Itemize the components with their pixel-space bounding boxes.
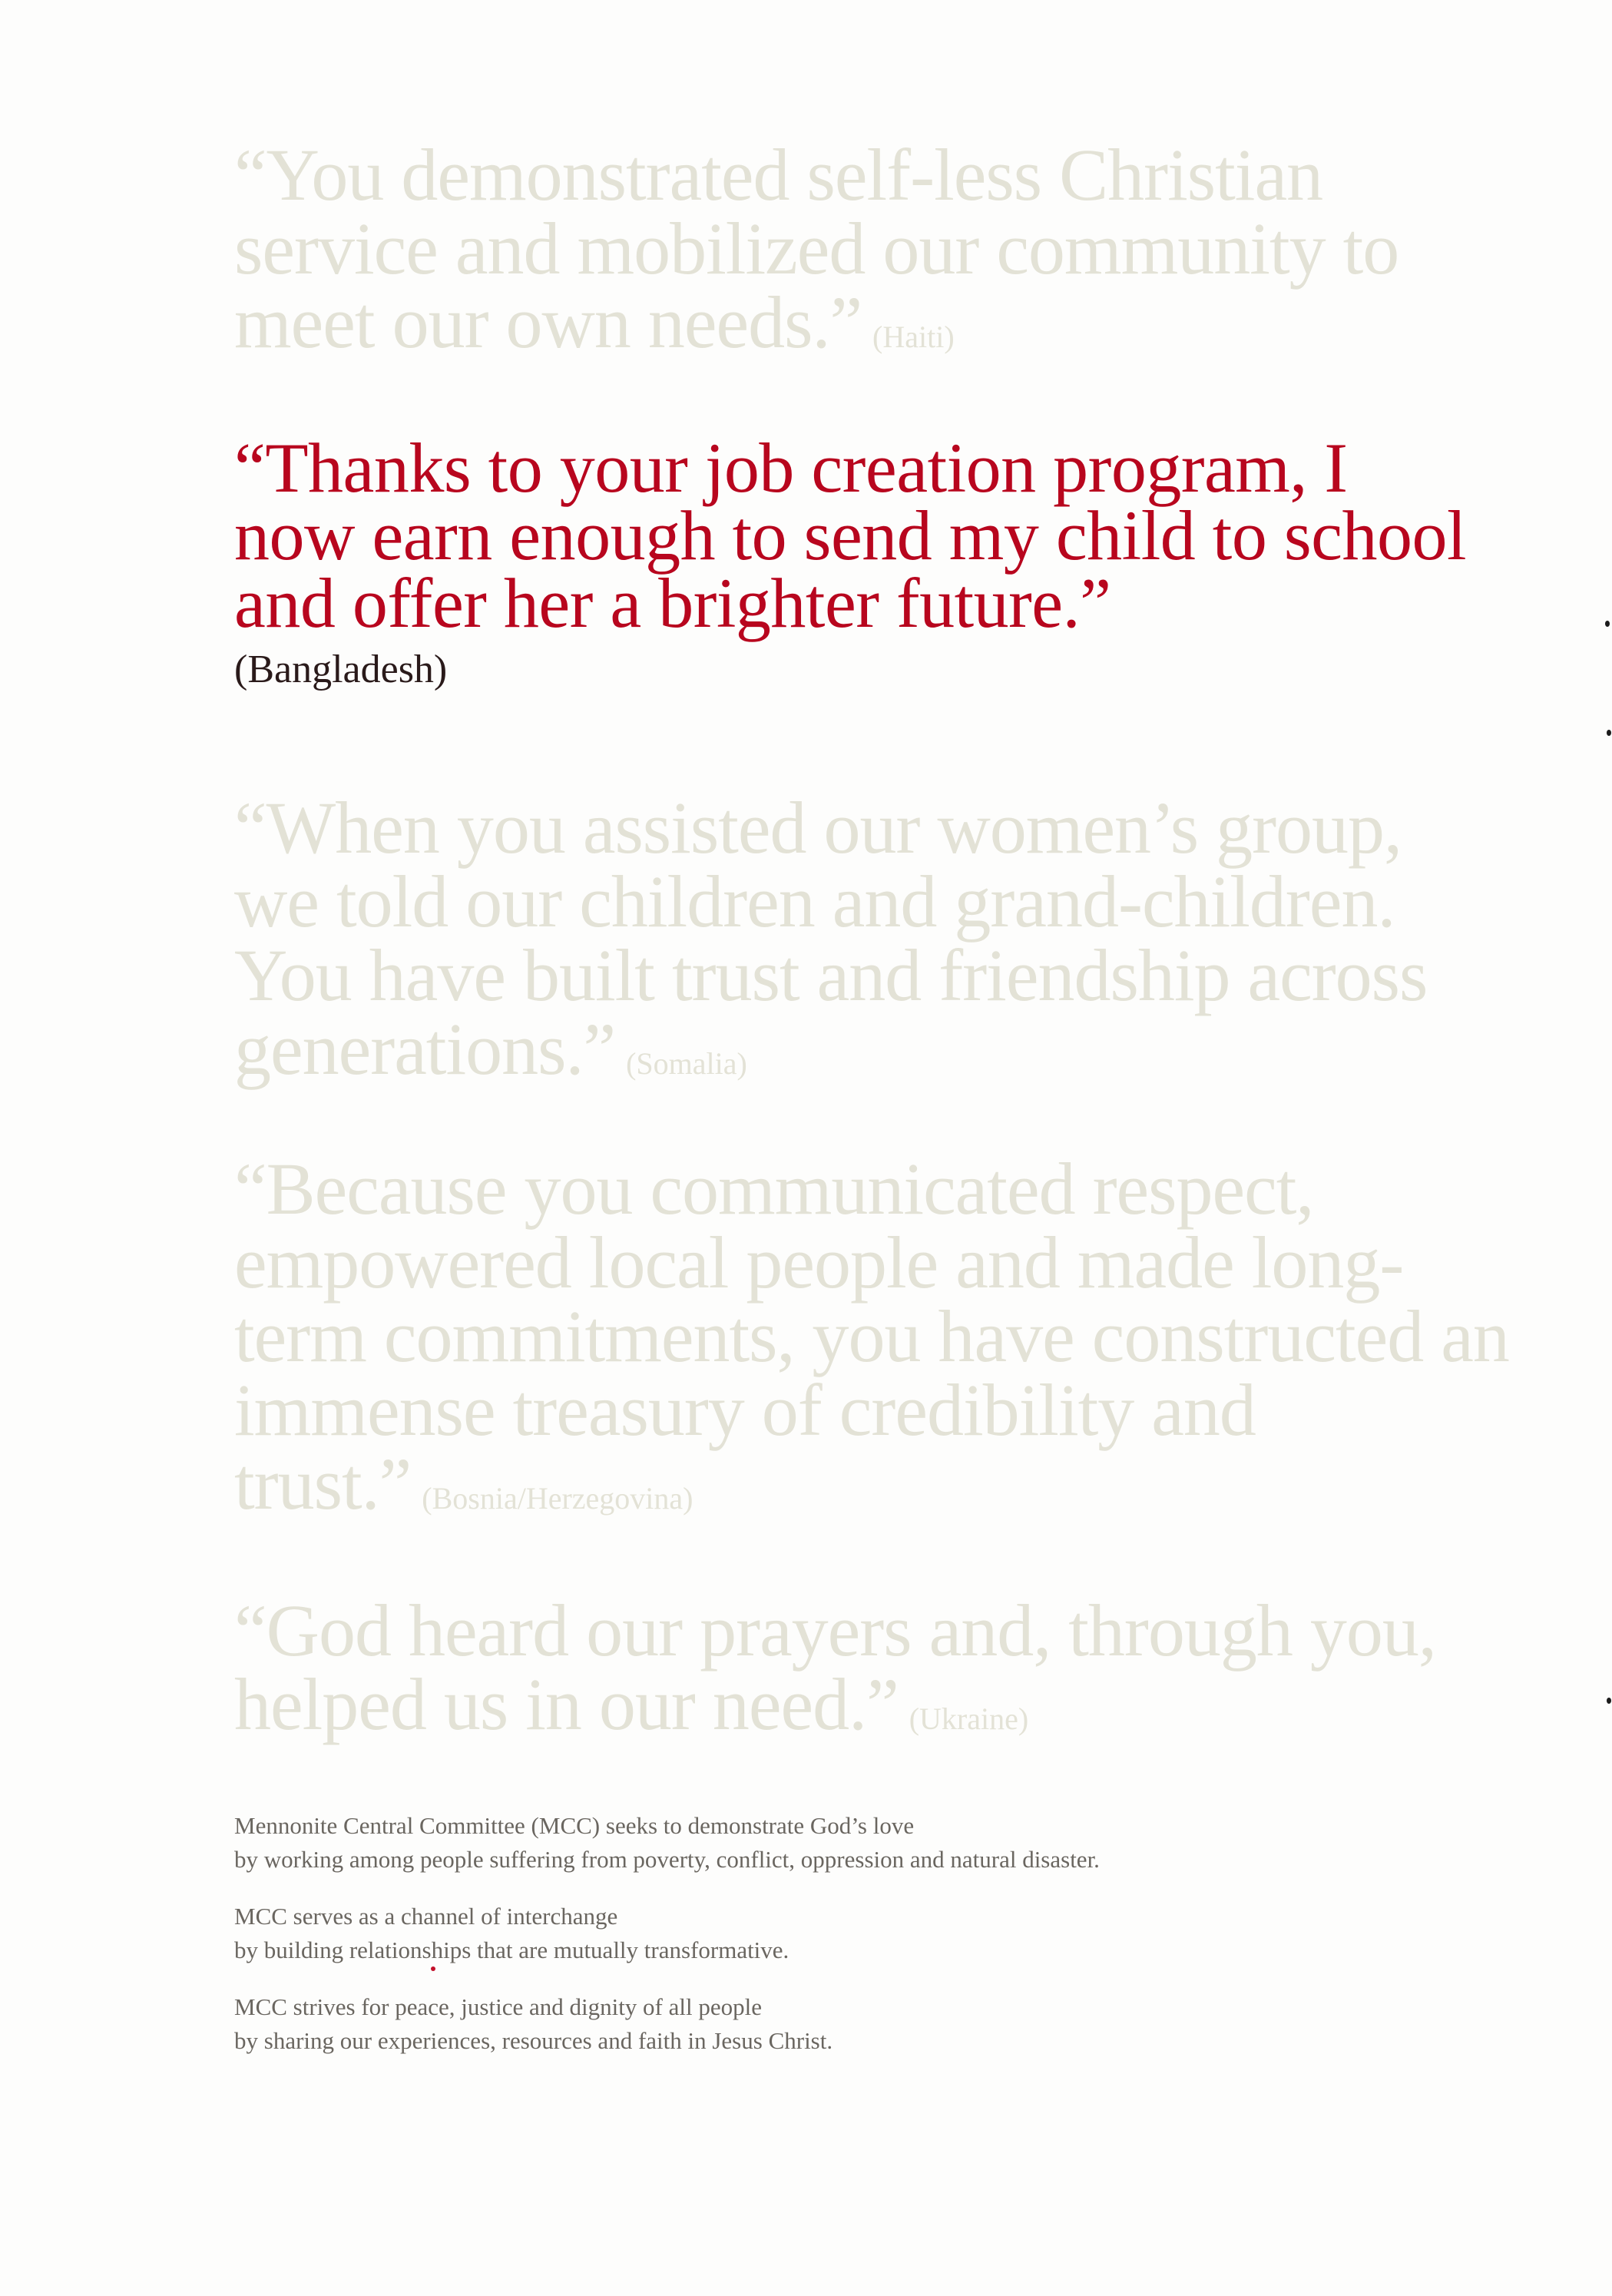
scan-speck (1607, 730, 1611, 736)
quote-location: (Bangladesh) (234, 648, 448, 691)
quote-haiti (234, 134, 1432, 374)
mission-statement (234, 1809, 1494, 2081)
mission-line: by building relationships that are mutually transformative. (234, 1937, 789, 1963)
mission-line: by sharing our experiences, resources and faith in Jesus Christ. (234, 2027, 833, 2054)
quote-location: (Somalia) (626, 1046, 747, 1081)
quote-text: “You demonstrated self-less Christian service and mobilized our community to meet our own needs.” (234, 134, 1399, 363)
mission-line: MCC serves as a channel of interchange (234, 1903, 618, 1930)
mission-line: MCC strives for peace, justice and dignity of all people (234, 1993, 762, 2020)
quote-text: “God heard our prayers and, through you, helped us in our need.” (234, 1589, 1436, 1745)
mission-paragraph (234, 1900, 1494, 1967)
scan-speck (1605, 621, 1610, 627)
mission-line: Mennonite Central Committee (MCC) seeks to demonstrate God’s love (234, 1812, 915, 1839)
quote-text: “Because you communicated respect, empowered local people and made long-term commitments, you have constructed an immense treasury of credibility and trust.” (234, 1148, 1509, 1525)
quote-bosnia (234, 1148, 1509, 1536)
quote-location: (Ukraine) (909, 1701, 1029, 1736)
quote-bangladesh-featured (234, 429, 1478, 697)
mission-line: by working among people suffering from poverty, conflict, oppression and natural disaster. (234, 1846, 1100, 1873)
quote-ukraine (234, 1589, 1463, 1756)
quote-location: (Bosnia/Herzegovina) (422, 1481, 693, 1516)
quote-text: “Thanks to your job creation program, I now earn enough to send my child to school and offer her a brighter future.” (234, 429, 1467, 642)
quote-somalia (234, 787, 1463, 1101)
mission-paragraph (234, 1990, 1494, 2058)
scan-speck (1607, 1698, 1611, 1704)
quote-location: (Haiti) (872, 320, 955, 354)
mission-paragraph (234, 1809, 1494, 1877)
quote-text: “When you assisted our women’s group, we told our children and grand-children. You have built trust and friendship across generations.” (234, 787, 1428, 1090)
scan-speck (431, 1966, 435, 1971)
